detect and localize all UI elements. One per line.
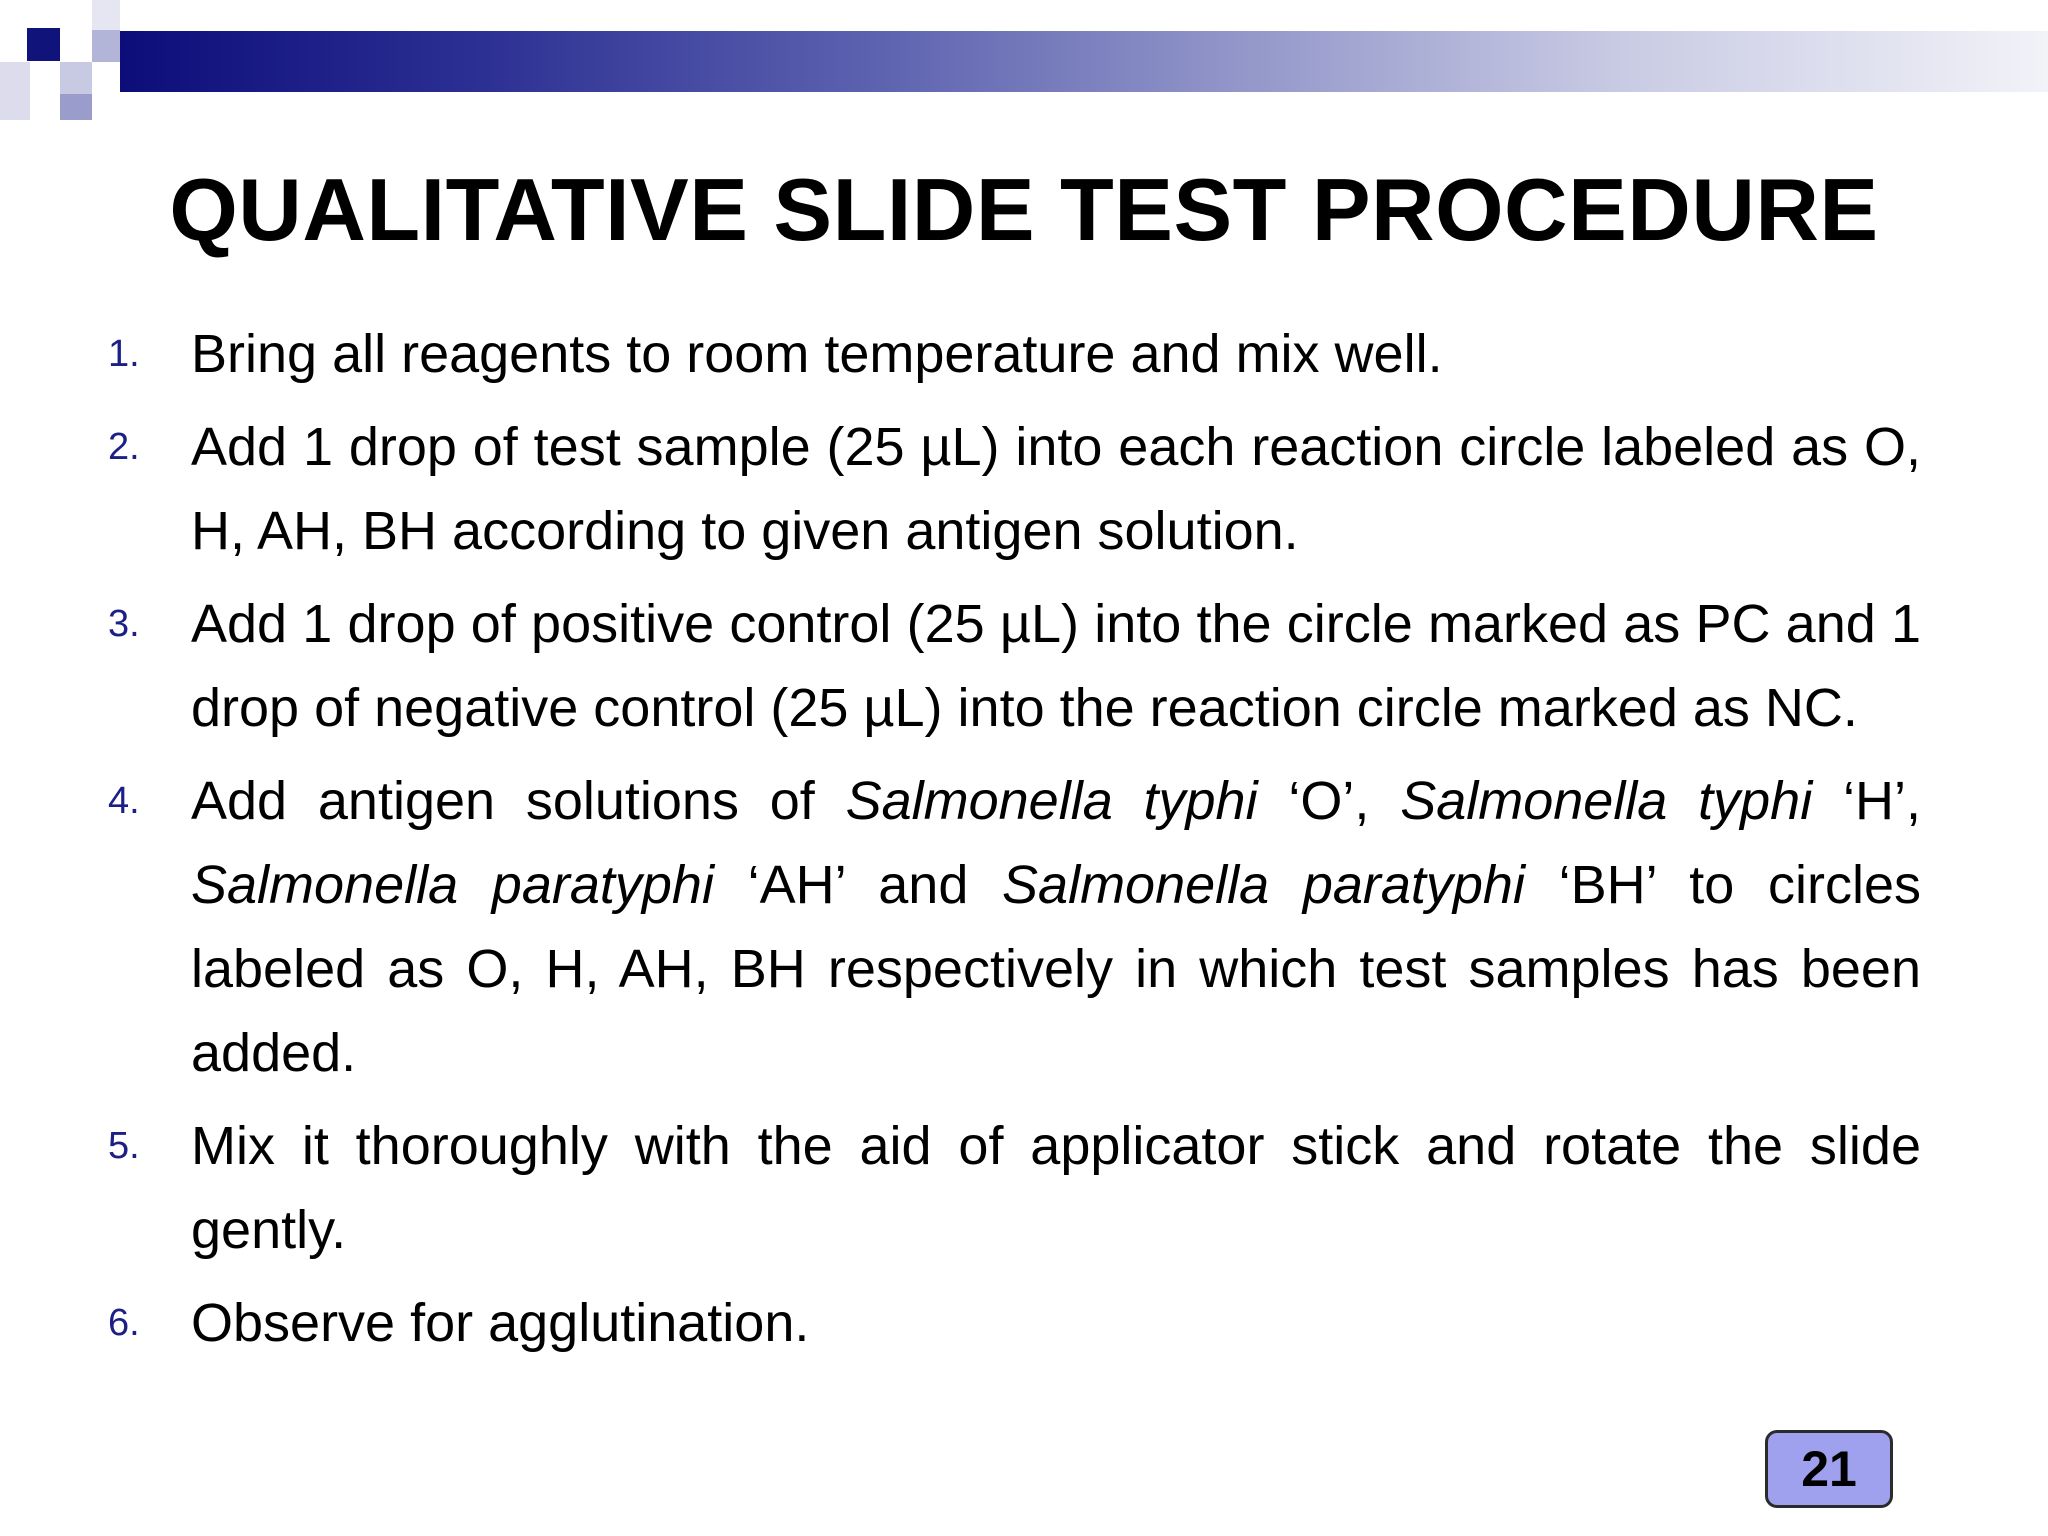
header-decor-square bbox=[0, 62, 30, 120]
step-number: 5. bbox=[108, 1125, 140, 1167]
procedure-steps-list bbox=[0, 312, 2048, 1374]
step-text bbox=[191, 312, 1921, 396]
step-number: 3. bbox=[108, 603, 140, 645]
species-name: Salmonella typhi bbox=[1400, 771, 1813, 831]
step-text-segment: Add 1 drop of positive control (25 µL) into the circle marked as PC and 1 drop of negative control (25 µL) into the reaction circle marked as NC. bbox=[191, 594, 1921, 738]
step-text bbox=[191, 1104, 1921, 1272]
slide-title: QUALITATIVE SLIDE TEST PROCEDURE bbox=[169, 160, 1879, 259]
header-decor-square bbox=[60, 62, 92, 94]
header-decor-square bbox=[60, 94, 92, 120]
step-text bbox=[191, 759, 1921, 1095]
step-text-segment: Observe for agglutination. bbox=[191, 1293, 810, 1353]
header-decor-square bbox=[92, 30, 120, 62]
species-name: Salmonella paratyphi bbox=[1002, 855, 1525, 915]
step-text-segment: ‘BH’ to circles labeled as O, H, AH, BH respectively in which test samples has been added. bbox=[191, 855, 1921, 1083]
header-gradient-band bbox=[120, 31, 2048, 92]
page-number-badge: 21 bbox=[1765, 1430, 1893, 1508]
step-text-segment: Add 1 drop of test sample (25 µL) into each reaction circle labeled as O, H, AH, BH according to given antigen solution. bbox=[191, 417, 1921, 561]
step-text bbox=[191, 582, 1921, 750]
procedure-step bbox=[0, 312, 2048, 396]
step-text-segment: ‘H’, bbox=[1812, 771, 1921, 831]
step-text-segment: ‘O’, bbox=[1257, 771, 1401, 831]
step-number: 1. bbox=[108, 333, 140, 375]
step-number: 6. bbox=[108, 1302, 140, 1344]
step-text bbox=[191, 405, 1921, 573]
procedure-step bbox=[0, 759, 2048, 1095]
step-number: 4. bbox=[108, 780, 140, 822]
step-number: 2. bbox=[108, 426, 140, 468]
step-text-segment: ‘AH’ and bbox=[713, 855, 1003, 915]
procedure-step bbox=[0, 1104, 2048, 1272]
header-decor-square bbox=[27, 28, 60, 61]
procedure-step bbox=[0, 582, 2048, 750]
species-name: Salmonella typhi bbox=[845, 771, 1258, 831]
step-text-segment: Bring all reagents to room temperature and mix well. bbox=[191, 324, 1443, 384]
species-name: Salmonella paratyphi bbox=[191, 855, 714, 915]
step-text-segment: Mix it thoroughly with the aid of applicator stick and rotate the slide gently. bbox=[191, 1116, 1921, 1260]
procedure-step bbox=[0, 1281, 2048, 1365]
step-text bbox=[191, 1281, 1921, 1365]
procedure-step bbox=[0, 405, 2048, 573]
header-decor-square bbox=[92, 0, 120, 30]
step-text-segment: Add antigen solutions of bbox=[191, 771, 846, 831]
